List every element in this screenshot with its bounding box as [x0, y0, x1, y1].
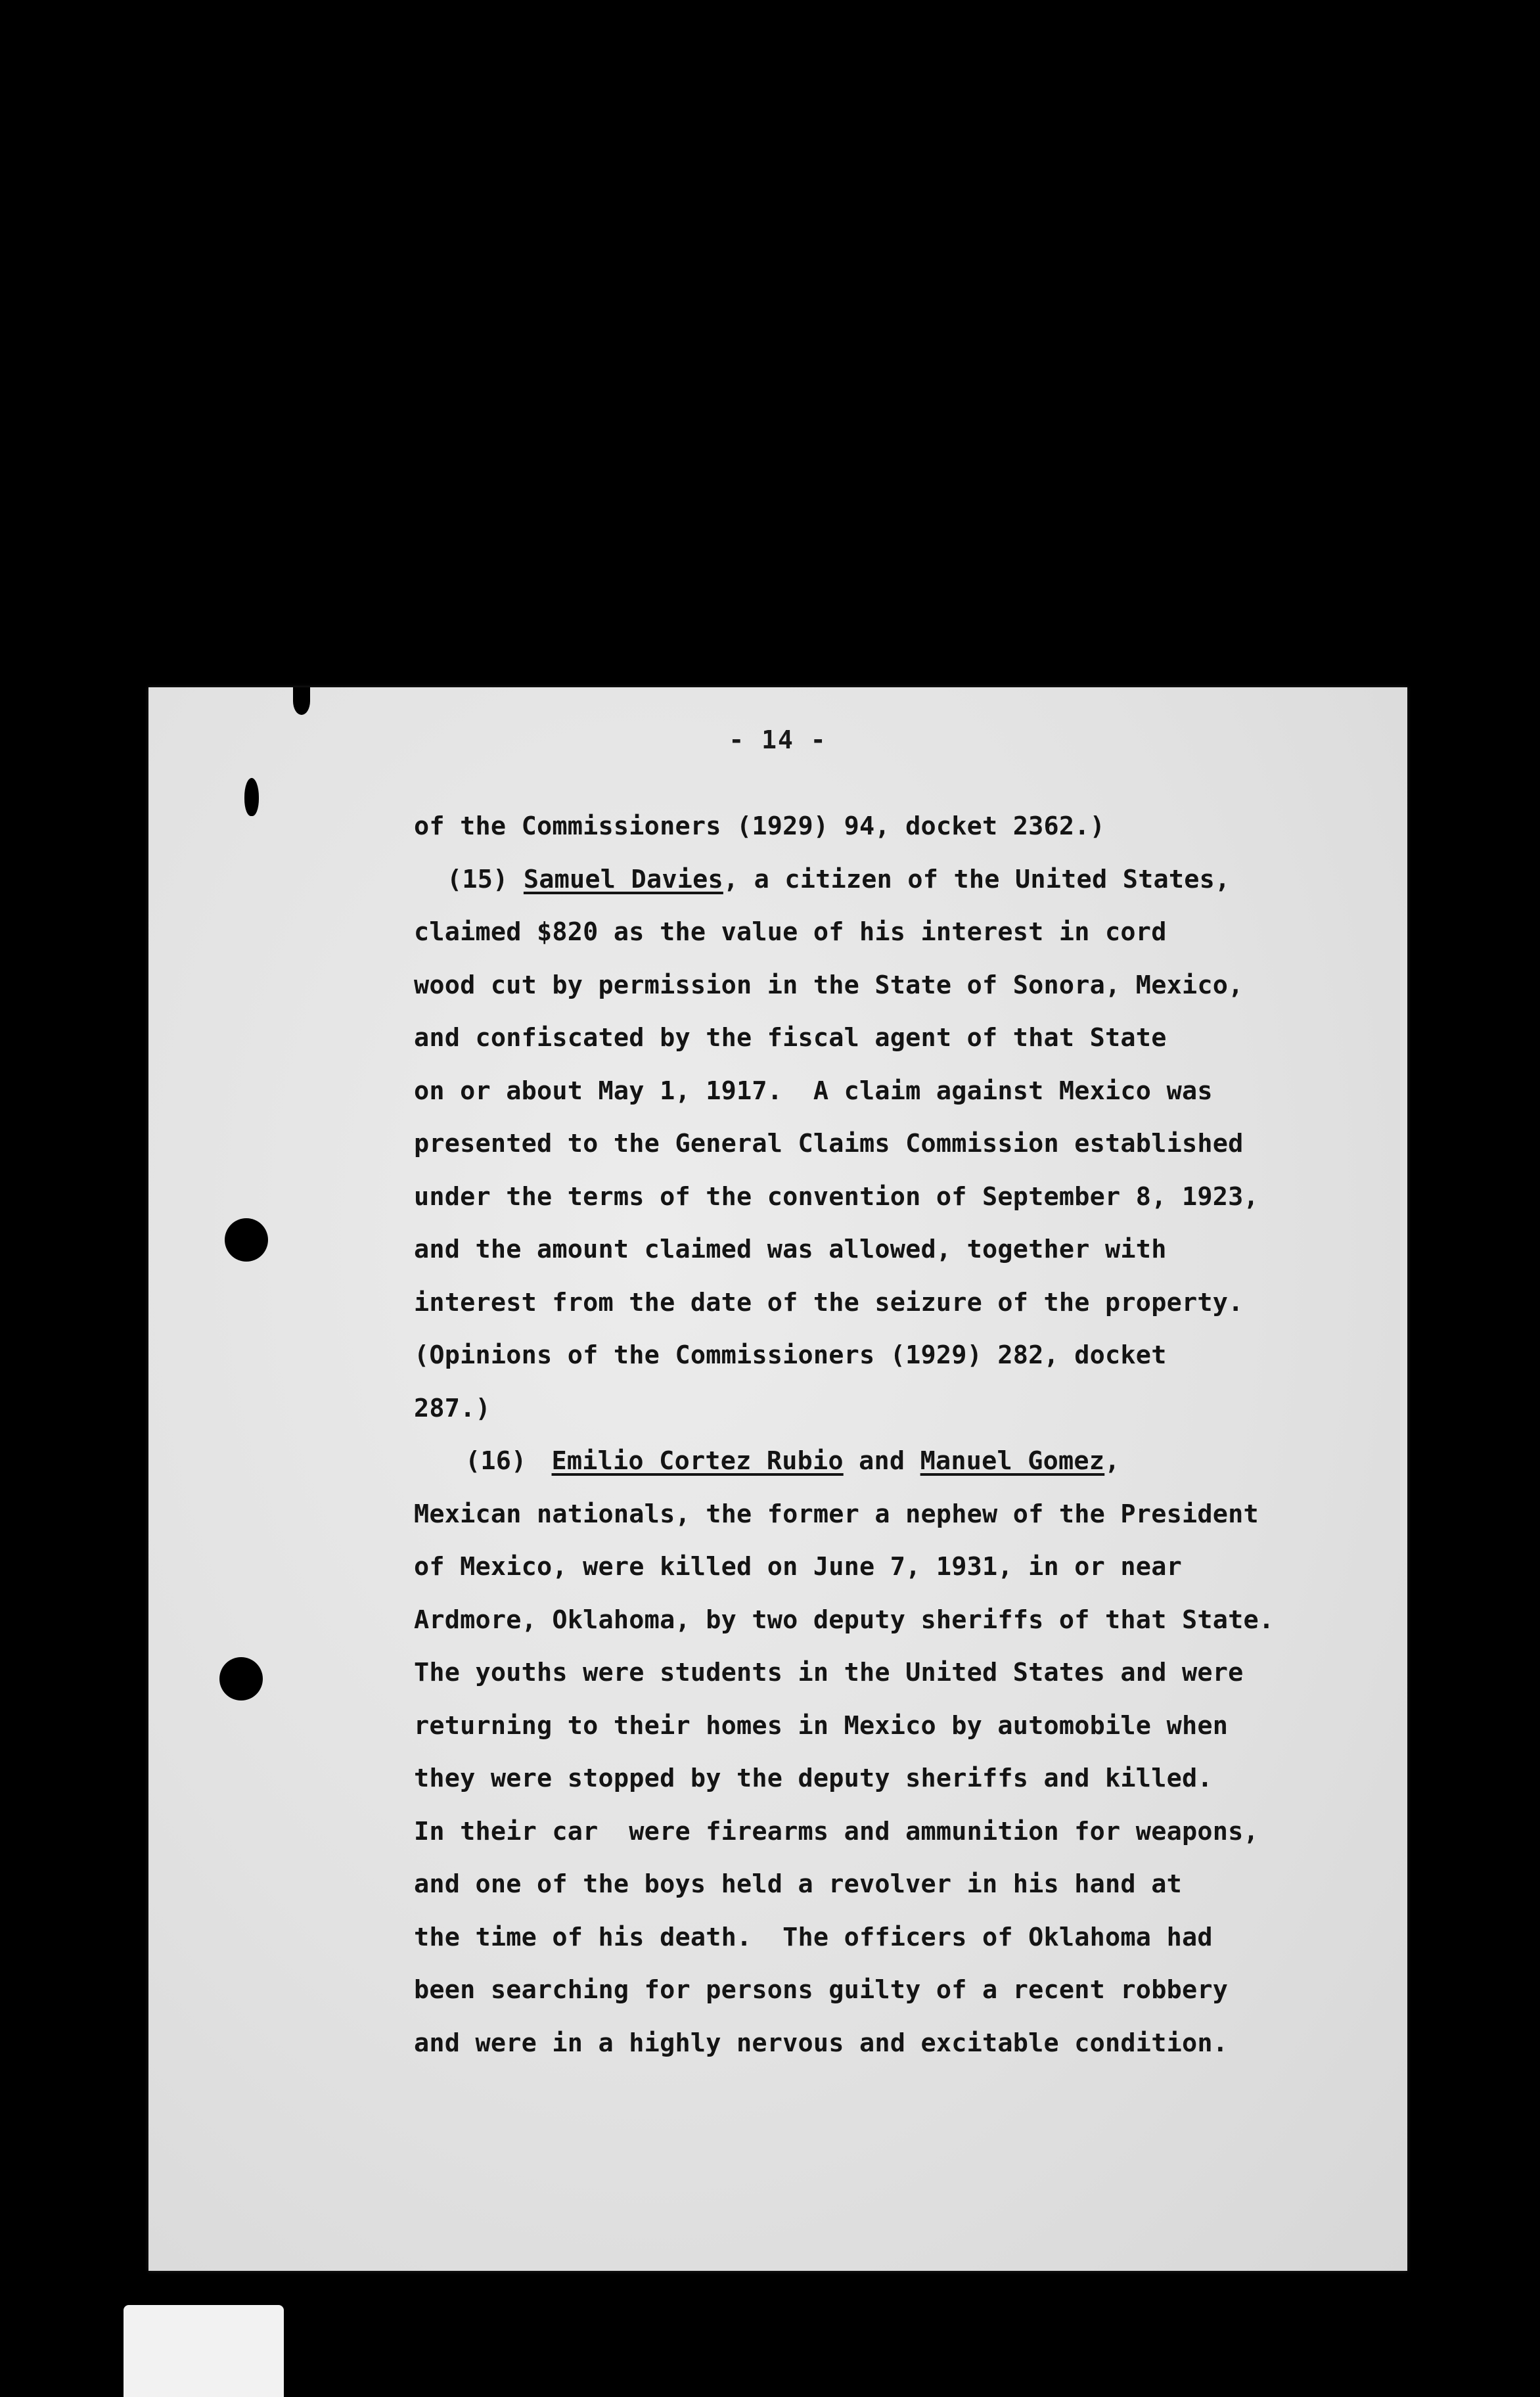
text-line — [414, 810, 1386, 863]
text-segment: returning to their homes in Mexico by automobile when — [414, 1710, 1229, 1741]
text-line — [414, 1921, 1386, 1974]
text-line — [414, 1127, 1386, 1180]
text-line — [414, 1074, 1386, 1128]
text-line — [414, 1444, 1386, 1497]
text-segment: presented to the General Claims Commission established — [414, 1129, 1244, 1158]
text-segment: and were in a highly nervous and excitable condition. — [414, 2028, 1229, 2058]
underlined-name: Emilio Cortez Rubio — [551, 1446, 844, 1476]
page-blemish-notch — [293, 687, 310, 715]
page-number: - 14 - — [729, 725, 827, 754]
text-segment: been searching for persons guilty of a recent robbery — [414, 1975, 1229, 2005]
punch-hole-bottom — [219, 1657, 263, 1701]
text-segment: interest from the date of the seizure of the property. — [414, 1287, 1244, 1317]
underlined-name: Manuel Gomez — [920, 1446, 1105, 1476]
text-segment: and — [843, 1446, 920, 1476]
text-line — [414, 969, 1386, 1022]
text-segment: , — [1104, 1446, 1120, 1476]
text-segment: (16) — [465, 1446, 527, 1476]
page-blemish-spot — [244, 778, 259, 816]
underlined-name: Samuel Davies — [523, 864, 723, 894]
text-line — [414, 1497, 1386, 1551]
text-segment: (Opinions of the Commissioners (1929) 282, docket — [414, 1340, 1167, 1370]
text-segment: In their car were firearms and ammunition for weapons, — [414, 1816, 1259, 1846]
text-segment: (15) — [447, 864, 524, 894]
text-segment: wood cut by permission in the State of Sonora, Mexico, — [414, 970, 1244, 1000]
text-line — [414, 2026, 1386, 2080]
text-line — [414, 863, 1386, 916]
text-line — [414, 1973, 1386, 2026]
text-line — [414, 1815, 1386, 1868]
text-line — [414, 1762, 1386, 1815]
text-segment: Mexican nationals, the former a nephew of the President — [414, 1499, 1259, 1529]
text-segment: 287.) — [414, 1393, 491, 1423]
text-line — [414, 1180, 1386, 1233]
text-line — [414, 1021, 1386, 1074]
text-segment: of Mexico, were killed on June 7, 1931, in or near — [414, 1552, 1182, 1582]
text-line — [414, 1603, 1386, 1656]
text-line — [414, 1286, 1386, 1339]
text-segment: , a citizen of the United States, — [723, 864, 1231, 894]
text-segment: The youths were students in the United States and were — [414, 1658, 1244, 1687]
text-segment: claimed $820 as the value of his interest in cord — [414, 917, 1167, 947]
text-segment: the time of his death. The officers of Oklahoma had — [414, 1922, 1213, 1952]
text-line — [414, 1656, 1386, 1709]
body-text — [414, 810, 1386, 2079]
document-page — [148, 687, 1407, 2271]
text-segment: and confiscated by the fiscal agent of that State — [414, 1023, 1167, 1053]
film-label-tab — [124, 2305, 284, 2397]
text-segment: Ardmore, Oklahoma, by two deputy sheriffs of that State. — [414, 1605, 1275, 1635]
text-segment: under the terms of the convention of September 8, 1923, — [414, 1181, 1259, 1212]
text-line — [414, 915, 1386, 969]
text-line — [414, 1338, 1386, 1392]
text-segment: of the Commissioners (1929) 94, docket 2362.) — [414, 811, 1106, 841]
text-line — [414, 1550, 1386, 1603]
text-line — [414, 1709, 1386, 1762]
text-line — [414, 1867, 1386, 1921]
text-segment: on or about May 1, 1917. A claim against Mexico was — [414, 1076, 1213, 1106]
text-segment: they were stopped by the deputy sheriffs and killed. — [414, 1764, 1213, 1793]
text-line — [414, 1392, 1386, 1445]
text-segment: and the amount claimed was allowed, together with — [414, 1235, 1167, 1264]
text-segment: and one of the boys held a revolver in his hand at — [414, 1869, 1182, 1899]
punch-hole-top — [225, 1218, 268, 1262]
text-line — [414, 1233, 1386, 1286]
